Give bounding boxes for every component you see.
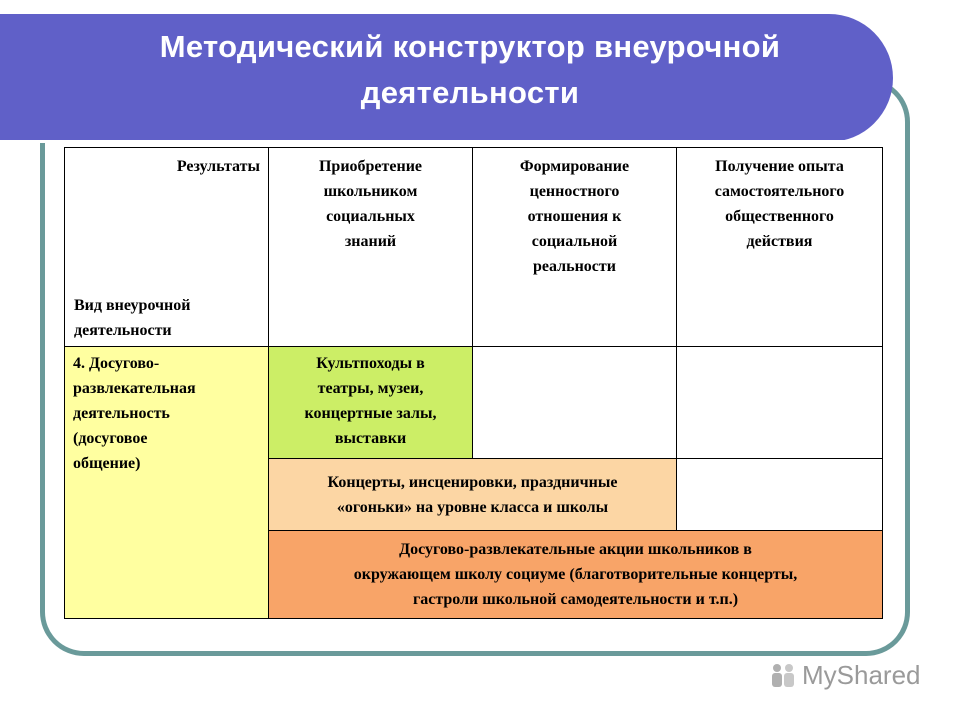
level1-line: выставки [334, 430, 407, 447]
activity-type-label [74, 293, 191, 343]
header-row [65, 148, 883, 347]
level1-line: Культпоходы в [316, 355, 425, 372]
row-label-line: развлекательная [73, 380, 196, 397]
header-social-knowledge [269, 148, 473, 347]
header-line: самостоятельного [714, 183, 845, 200]
table-row [65, 347, 883, 459]
empty-cell [677, 347, 883, 459]
activity-type-label-line: Вид внеурочной [74, 297, 191, 314]
header-value-attitude [473, 148, 677, 347]
header-line: Приобретение [318, 158, 423, 175]
header-line: общественного [725, 208, 834, 225]
header-line: ценностного [529, 183, 620, 200]
level3-line: окружающем школу социуме (благотворительные концерты, [353, 566, 798, 583]
header-line: Получение опыта [715, 158, 844, 175]
empty-cell [677, 459, 883, 531]
header-line: школьником [323, 183, 418, 200]
header-line: социальных [326, 208, 415, 225]
level1-cell [269, 347, 473, 459]
slide-title-line1: Методический конструктор внеурочной [159, 29, 781, 64]
corner-header-cell [65, 148, 269, 347]
row-label-cell [65, 347, 269, 619]
header-line: знаний [344, 233, 397, 250]
level3-cell [269, 531, 883, 619]
header-line: отношения к [527, 208, 622, 225]
header-line: социальной [531, 233, 618, 250]
results-label: Результаты [176, 158, 260, 175]
people-icon [768, 661, 798, 691]
level2-cell [269, 459, 677, 531]
header-line: Формирование [519, 158, 630, 175]
level1-line: концертные залы, [304, 405, 437, 422]
row-label-line: (досуговое [73, 430, 148, 447]
header-social-action [677, 148, 883, 347]
level2-line: Концерты, инсценировки, праздничные [327, 473, 618, 491]
slide-title [60, 24, 880, 116]
level3-line: Досугово-развлекательные акции школьников в [399, 541, 752, 558]
activity-type-label-line: деятельности [74, 322, 172, 339]
row-label-line: общение) [73, 455, 141, 472]
header-line: реальности [533, 258, 616, 275]
myshared-watermark [768, 660, 921, 691]
level1-line: театры, музеи, [317, 380, 424, 397]
slide-title-line2: деятельности [360, 75, 580, 110]
row-label-line: 4. Досугово- [73, 355, 160, 372]
constructor-table [64, 147, 883, 619]
title-underline [0, 140, 848, 143]
level3-line: гастроли школьной самодеятельности и т.п.) [412, 591, 739, 608]
empty-cell [473, 347, 677, 459]
watermark-text: MyShared [802, 660, 921, 690]
row-label-line: деятельность [73, 405, 170, 422]
header-line: действия [746, 233, 813, 250]
level2-line: «огоньки» на уровне класса и школы [336, 498, 609, 516]
